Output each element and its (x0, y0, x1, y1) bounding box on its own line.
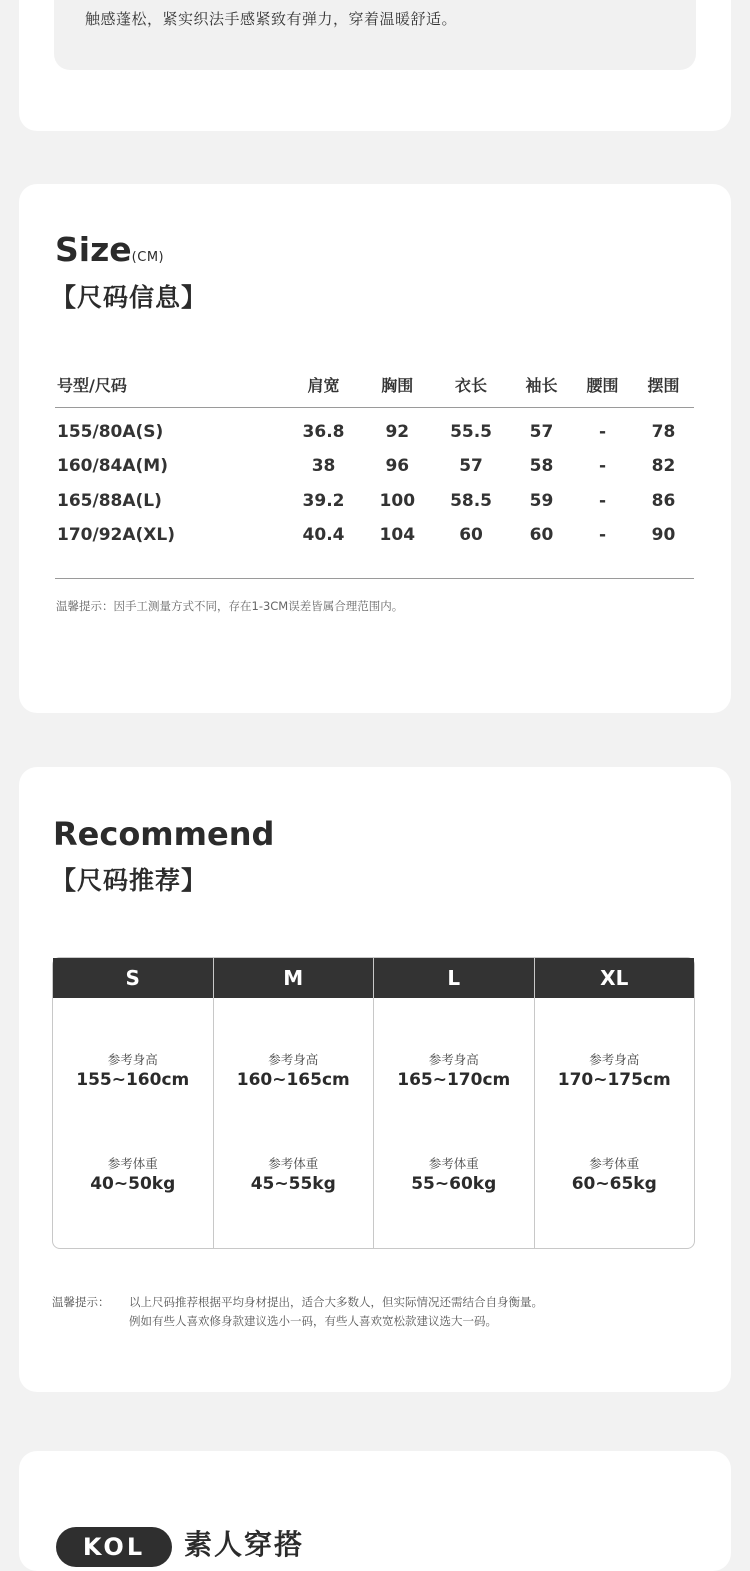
cell: 40.4 (302, 525, 345, 545)
size-info-card (19, 184, 731, 713)
recommend-note-line: 例如有些人喜欢修身款建议选小一码，有些人喜欢宽松款建议选大一码。 (129, 1314, 497, 1328)
recommend-note-lines (129, 1293, 543, 1331)
height-value: 165~170cm (397, 1070, 511, 1090)
weight-label: 参考体重 (428, 1156, 479, 1171)
recommend-grid (52, 957, 695, 1249)
recommend-column-l (374, 958, 535, 1248)
header-hem: 摆围 (633, 369, 694, 407)
cell: - (598, 456, 606, 477)
weight-label: 参考体重 (107, 1156, 158, 1171)
table-row (55, 449, 694, 484)
table-row (55, 407, 694, 449)
header-length: 衣长 (431, 369, 511, 407)
fabric-description: 触感蓬松，紧实织法手感紧致有弹力，穿着温暖舒适。 (85, 10, 458, 28)
recommend-note (52, 1293, 543, 1331)
cell: 55.5 (450, 422, 493, 443)
height-value: 155~160cm (76, 1070, 190, 1090)
cell: 170/92A(XL) (57, 525, 175, 545)
cell: 165/88A(L) (57, 490, 162, 511)
weight-value: 55~60kg (411, 1174, 497, 1194)
recommend-note-line: 以上尺码推荐根据平均身材提出，适合大多数人，但实际情况还需结合自身衡量。 (129, 1295, 543, 1309)
cell: 36.8 (302, 422, 345, 443)
cell: 82 (651, 456, 676, 477)
recommend-size-label: XL (535, 958, 695, 998)
recommend-column-s (53, 958, 214, 1248)
weight-value: 40~50kg (90, 1174, 176, 1194)
cell: 86 (651, 490, 676, 511)
header-waist: 腰围 (572, 369, 633, 407)
cell: 100 (379, 490, 416, 511)
cell: - (598, 490, 606, 511)
cell: 104 (379, 525, 416, 545)
cell: 78 (651, 422, 676, 443)
kol-badge: KOL (56, 1527, 172, 1567)
weight-label: 参考体重 (589, 1156, 640, 1171)
cell: 60 (459, 525, 483, 545)
recommend-column-xl (535, 958, 695, 1248)
cell: 58.5 (450, 490, 493, 511)
cell: - (598, 422, 606, 443)
weight-label: 参考体重 (268, 1156, 319, 1171)
height-label: 参考身高 (268, 1052, 319, 1067)
kol-title: 素人穿搭 (184, 1528, 305, 1561)
cell: 155/80A(S) (57, 422, 164, 443)
weight-value: 60~65kg (571, 1174, 657, 1194)
cell: 96 (385, 456, 410, 477)
header-sleeve: 袖长 (511, 369, 572, 407)
height-label: 参考身高 (428, 1052, 479, 1067)
fabric-description-box (54, 0, 696, 70)
recommend-size-label: S (53, 958, 213, 998)
size-table-header (55, 369, 694, 407)
height-value: 160~165cm (236, 1070, 350, 1090)
header-size: 号型/尺码 (55, 369, 284, 407)
height-label: 参考身高 (589, 1052, 640, 1067)
cell: - (598, 525, 606, 545)
cell: 39.2 (302, 490, 345, 511)
recommend-size-label: M (214, 958, 374, 998)
header-shoulder: 肩宽 (284, 369, 364, 407)
size-note: 温馨提示：因手工测量方式不同，存在1-3CM误差皆属合理范围内。 (56, 599, 404, 613)
recommend-title: Recommend (53, 815, 275, 853)
table-row (55, 484, 694, 519)
cell: 60 (529, 525, 554, 545)
kol-card (19, 1451, 731, 1571)
header-chest: 胸围 (363, 369, 431, 407)
cell: 160/84A(M) (57, 456, 168, 477)
height-value: 170~175cm (557, 1070, 671, 1090)
size-title-text: Size (55, 230, 132, 269)
cell: 57 (459, 456, 483, 477)
cell: 90 (651, 525, 676, 545)
recommend-note-label: 温馨提示： (52, 1295, 110, 1309)
size-title-cn: 【尺码信息】 (51, 283, 208, 312)
recommend-card (19, 767, 731, 1392)
size-table (55, 369, 694, 558)
recommend-title-cn: 【尺码推荐】 (51, 866, 208, 895)
cell: 92 (385, 422, 410, 443)
cell: 58 (529, 456, 554, 477)
size-unit: (CM) (131, 250, 165, 265)
cell: 38 (311, 456, 336, 477)
fabric-card (19, 0, 731, 131)
weight-value: 45~55kg (250, 1174, 336, 1194)
height-label: 参考身高 (107, 1052, 158, 1067)
recommend-column-m (214, 958, 375, 1248)
recommend-size-label: L (374, 958, 534, 998)
cell: 59 (529, 490, 554, 511)
cell: 57 (529, 422, 554, 443)
table-row (55, 518, 694, 558)
size-title (55, 230, 164, 269)
size-table-divider (55, 578, 694, 579)
